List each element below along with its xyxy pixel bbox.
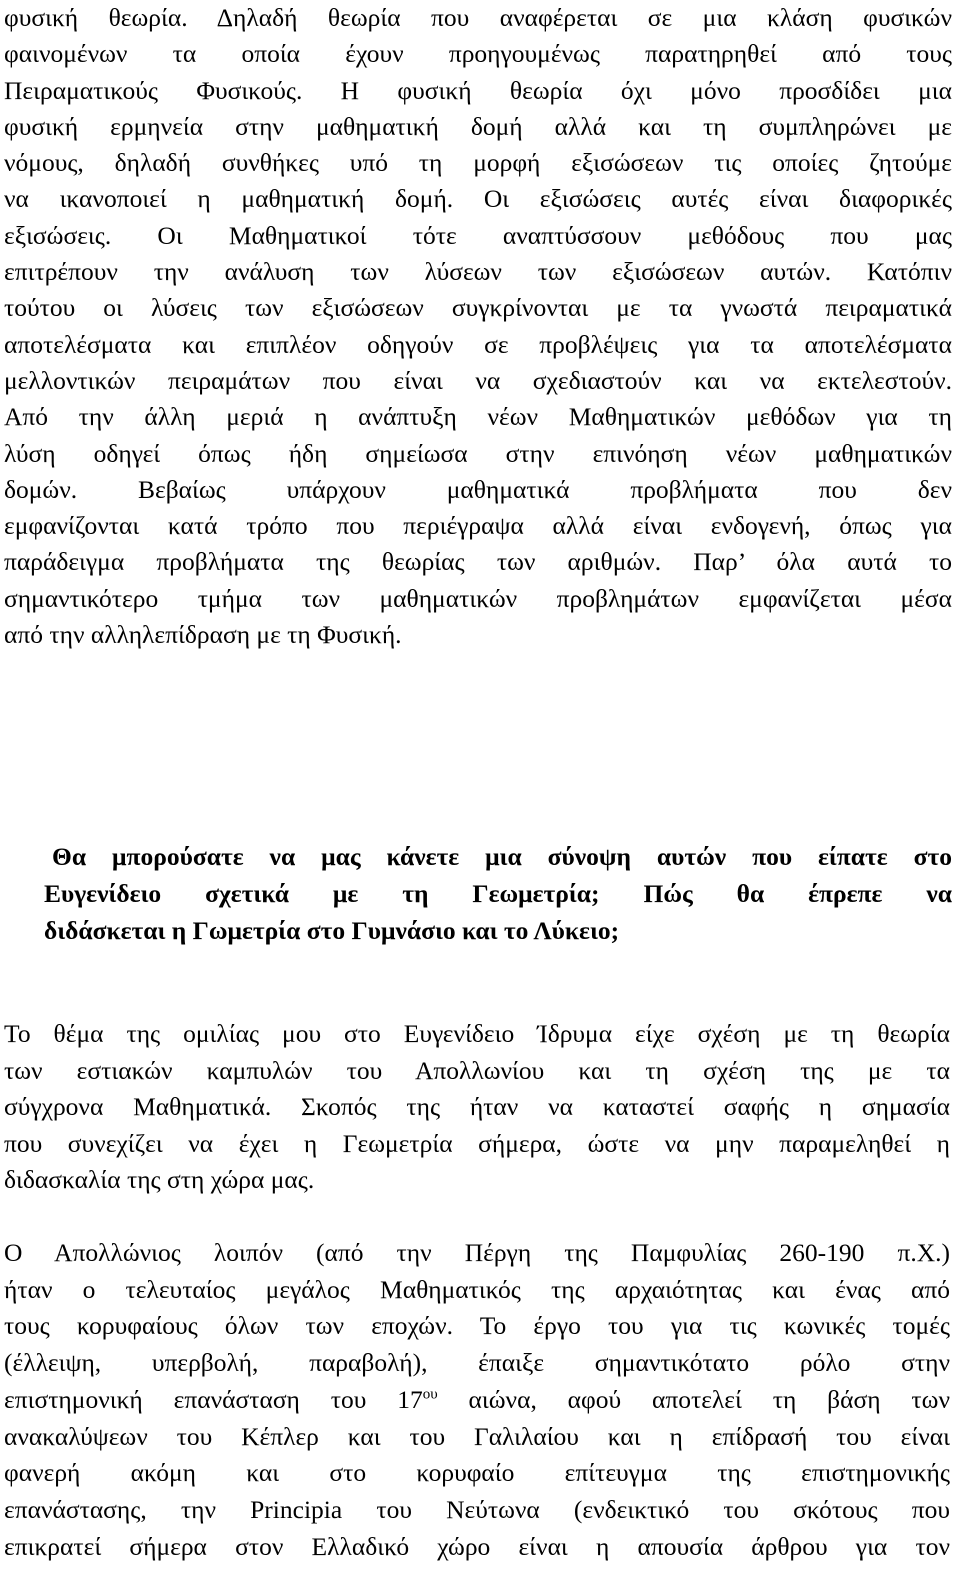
text-line: Το θέμα της ομιλίας μου στο Ευγενίδειο Ίδρυμα είχε σχέση με τη θεωρία — [4, 1019, 950, 1048]
text-line: μελλοντικών πειραμάτων που είναι να σχεδιαστούν και να εκτελεστούν. — [4, 365, 952, 395]
paragraph-physics-theory — [4, 0, 952, 653]
text-line-with-superscript — [4, 1382, 950, 1419]
text-line: φανερή ακόμη και στο κορυφαίο επίτευγμα της επιστημονικής — [4, 1458, 950, 1488]
text-line: ήταν ο τελευταίος μεγάλος Μαθηματικός της αρχαιότητας και ένας από — [4, 1274, 950, 1304]
question-line: διδάσκεται η Γωμετρία στο Γυμνάσιο και το Λύκειο; — [44, 916, 620, 945]
text-line: Πειραματικούς Φυσικούς. Η φυσική θεωρία όχι μόνο προσδίδει μια — [4, 75, 952, 105]
text-line: σημαντικότερο τμήμα των μαθηματικών προβλημάτων εμφανίζεται μέσα — [4, 583, 952, 613]
text-segment: αιώνα, αφού αποτελεί τη βάση των — [437, 1384, 950, 1414]
text-line: (έλλειψη, υπερβολή, παραβολή), έπαιξε σημαντικότατο ρόλο στην — [4, 1348, 950, 1378]
text-line: λύση οδηγεί όπως ήδη σημείωσα στην επινόηση νέων μαθηματικών — [4, 438, 952, 468]
text-line: που συνεχίζει να έχει η Γεωμετρία σήμερα, ώστε να μην παραμεληθεί η — [4, 1128, 950, 1158]
paragraph-apollonius — [4, 1235, 950, 1565]
paragraph-eugenideio-talk — [4, 1016, 950, 1199]
text-line: φυσική ερμηνεία στην μαθηματική δομή αλλά και τη συμπληρώνει με — [4, 111, 952, 141]
text-line: σύγχρονα Μαθηματικά. Σκοπός της ήταν να καταστεί σαφής η σημασία — [4, 1092, 950, 1122]
ordinal-superscript: ου — [422, 1386, 438, 1403]
text-line: αποτελέσματα και επιπλέον οδηγούν σε προβλέψεις για τα αποτελέσματα — [4, 329, 952, 359]
text-line: δομών. Βεβαίως υπάρχουν μαθηματικά προβλήματα που δεν — [4, 474, 952, 504]
text-line: φαινομένων τα οποία έχουν προηγουμένως παρατηρηθεί από τους — [4, 39, 952, 69]
text-line: τους κορυφαίους όλων των εποχών. Το έργο του για τις κωνικές τομές — [4, 1311, 950, 1341]
text-line: φυσική θεωρία. Δηλαδή θεωρία που αναφέρεται σε μια κλάση φυσικών — [4, 3, 952, 32]
text-line: διδασκαλία της στη χώρα μας. — [4, 1165, 315, 1195]
interview-question-heading — [44, 838, 952, 949]
text-line: εμφανίζονται κατά τρόπο που περιέγραψα αλλά είναι ενδογενή, όπως για — [4, 511, 952, 541]
document-body — [4, 0, 952, 653]
text-line: από την αλληλεπίδραση με τη Φυσική. — [4, 620, 402, 650]
text-line: τούτου οι λύσεις των εξισώσεων συγκρίνονται με τα γνωστά πειραματικά — [4, 293, 952, 323]
question-line: Θα μπορούσατε να μας κάνετε μια σύνοψη αυτών που είπατε στο — [52, 842, 952, 871]
text-line: εξισώσεις. Οι Μαθηματικοί τότε αναπτύσσουν μεθόδους που μας — [4, 220, 952, 250]
text-segment: επιστημονική επανάσταση του 17 — [4, 1384, 423, 1414]
text-line: Από την άλλη μεριά η ανάπτυξη νέων Μαθηματικών μεθόδων για τη — [4, 402, 952, 432]
text-line: επιτρέπουν την ανάλυση των λύσεων των εξισώσεων αυτών. Κατόπιν — [4, 257, 952, 287]
text-line: να ικανοποιεί η μαθηματική δομή. Οι εξισώσεις αυτές είναι διαφορικές — [4, 184, 952, 214]
text-line: επικρατεί σήμερα στον Ελλαδικό χώρο είναι η απουσία άρθρου για τον — [4, 1531, 950, 1561]
text-line: παράδειγμα προβλήματα της θεωρίας των αριθμών. Παρ’ όλα αυτά το — [4, 547, 952, 577]
text-line: των εστιακών καμπυλών του Απολλωνίου και τη σχέση της με τα — [4, 1055, 950, 1085]
text-line: Ο Απολλώνιος λοιπόν (από την Πέργη της Παμφυλίας 260-190 π.Χ.) — [4, 1238, 950, 1267]
question-line: Ευγενίδειο σχετικά με τη Γεωμετρία; Πώς θα έπρεπε να — [44, 879, 952, 908]
text-line: ανακαλύψεων του Κέπλερ και του Γαλιλαίου και η επίδρασή του είναι — [4, 1421, 950, 1451]
text-line: επανάστασης, την Principia του Νεύτωνα (ενδεικτικό του σκότους που — [4, 1494, 950, 1524]
text-line: νόμους, δηλαδή συνθήκες υπό τη μορφή εξισώσεων τις οποίες ζητούμε — [4, 148, 952, 178]
